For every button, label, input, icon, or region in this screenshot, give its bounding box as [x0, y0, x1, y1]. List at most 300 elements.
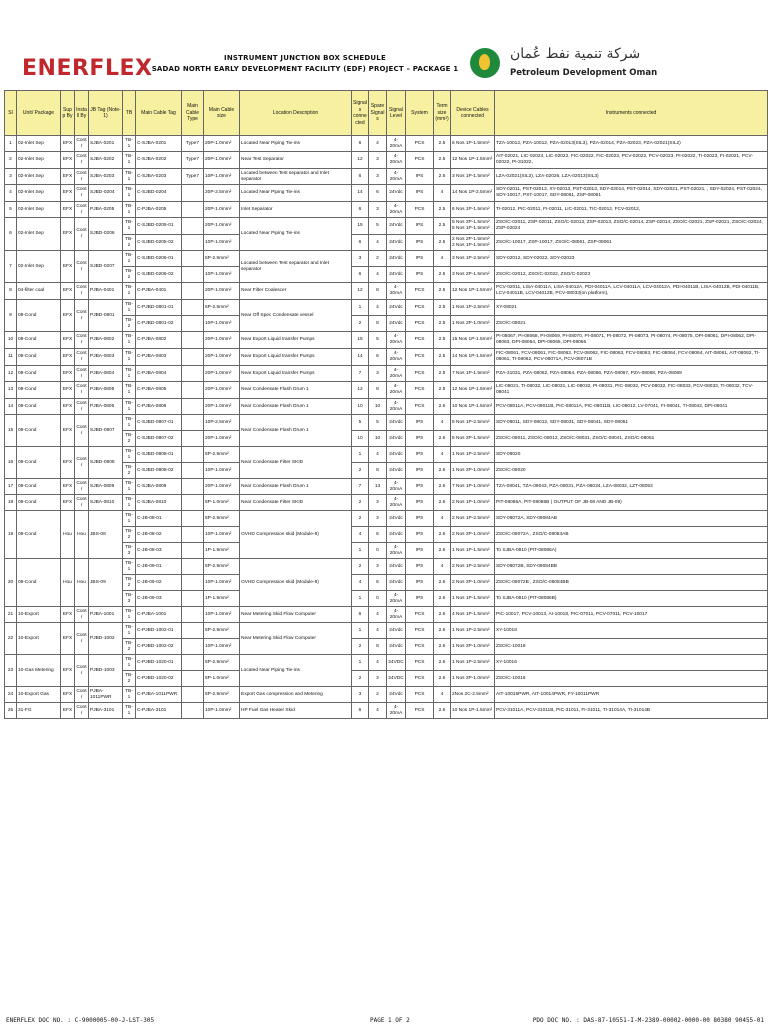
cell-sl: 17	[5, 479, 17, 495]
cell-tb: TB-3	[123, 591, 136, 607]
pdo-arabic-name: شركة تنمية نفط عُمان	[510, 46, 641, 62]
cell-instr: ZSO/C-10018	[495, 639, 768, 655]
cell-supp: EFX	[61, 607, 75, 623]
cell-sys: IPS	[406, 479, 434, 495]
cell-jb: JBS-08	[89, 511, 123, 559]
cell-spare: 6	[369, 185, 387, 202]
cell-tb: TB-1	[123, 687, 136, 703]
cell-level: 24Vdc	[387, 623, 406, 639]
cell-dev: 1 Nos 1P-2.5mm²	[451, 300, 495, 316]
cell-tb: TB-2	[123, 316, 136, 332]
cell-type	[182, 300, 204, 316]
cell-term: 2.5	[434, 300, 451, 316]
cell-term: 2.5	[434, 283, 451, 300]
cell-type	[182, 267, 204, 283]
cell-level: 24Vdc	[387, 267, 406, 283]
cell-sys: IPS	[406, 559, 434, 575]
cell-sys: IPS	[406, 591, 434, 607]
table-row	[5, 136, 768, 152]
column-header: TB	[123, 91, 136, 136]
cell-inst: Contr	[75, 447, 89, 479]
cell-spare: 3	[369, 169, 387, 185]
cell-sl: 11	[5, 349, 17, 366]
cell-dev: 12 Nos 1P-1.5mm²	[451, 283, 495, 300]
cell-size: 5P-2.5mm²	[204, 511, 240, 527]
cell-sys: PCS	[406, 607, 434, 623]
cell-tag: C-PJBA-0805	[136, 382, 182, 399]
table-row	[5, 152, 768, 169]
document-title: INSTRUMENT JUNCTION BOX SCHEDULE	[224, 54, 386, 62]
cell-instr: LZA-02021(SIL3), LZA-02026, LZA-02013(SIL3)	[495, 169, 768, 185]
cell-dev: 1 Nos 1P-2.5mm²	[451, 623, 495, 639]
cell-dev: 2 Nos 1P-2.5mm²	[451, 511, 495, 527]
cell-tag: C-SJBA-0203	[136, 169, 182, 185]
cell-dev: 6 Nos 1P-1.5mm²	[451, 202, 495, 218]
column-header: Unit/ Package	[17, 91, 61, 136]
cell-instr: AIT-02021, LIC-02024, LIC-02022, FIC-02022, FIC-02023, PCV-02022, PCV-02023, PI-02022, TI-02023, FI-02021, PCV-02022, PI-31022,	[495, 152, 768, 169]
cell-tb: TB-1	[123, 136, 136, 152]
cell-supp: EFX	[61, 283, 75, 300]
cell-inst: Contr	[75, 349, 89, 366]
document-header	[0, 0, 768, 90]
cell-dev: 3 Nos 1P-1.5mm²	[451, 169, 495, 185]
cell-spare: 6	[369, 527, 387, 543]
cell-term: 2.5	[434, 575, 451, 591]
cell-tb: TB-1	[123, 332, 136, 349]
cell-term: 2.5	[434, 349, 451, 366]
cell-term: 2.5	[434, 703, 451, 719]
cell-instr: ZSO/C-10016	[495, 671, 768, 687]
cell-instr: ZSO/C-08072B , ZSO/C-08084BB	[495, 575, 768, 591]
cell-supp: EFX	[61, 399, 75, 415]
cell-type	[182, 495, 204, 511]
cell-tb: TB-1	[123, 349, 136, 366]
cell-tb: TB-2	[123, 463, 136, 479]
cell-sig: 5	[352, 415, 369, 431]
cell-tag: C-PJBA-1011PWR	[136, 687, 182, 703]
cell-sl: 13	[5, 382, 17, 399]
document-title-block	[140, 53, 470, 75]
cell-spare: 6	[369, 575, 387, 591]
cell-instr: PI-08067, PI-08068, PI-08069, PI-08070, PI-08071, PI-08072, PI-08073, PI-08074, PI-08075, DPI-08061, DPI-08062, DPI-08063, DPI-08064, DPI-08065, DPI-08066	[495, 332, 768, 349]
cell-spare: 3	[369, 366, 387, 382]
cell-sys: IPS	[406, 267, 434, 283]
cell-sys: PCS	[406, 152, 434, 169]
cell-instr: ZSO/C-08021	[495, 316, 768, 332]
cell-sys: PCS	[406, 349, 434, 366]
cell-tag: C-PJBD-1020-01	[136, 655, 182, 671]
cell-inst: Contr	[75, 479, 89, 495]
cell-jb: SJBA-0201	[89, 136, 123, 152]
cell-jb: PJBA-0806	[89, 399, 123, 415]
cell-dev: 6 Nos 1P-1.5mm²	[451, 136, 495, 152]
cell-level: 24Vdc	[387, 559, 406, 575]
column-header: JB Tag (Note-1)	[89, 91, 123, 136]
cell-inst: Contr	[75, 382, 89, 399]
cell-level: 24Vdc	[387, 527, 406, 543]
cell-dev: 1 Nos 2P-1.0mm²	[451, 671, 495, 687]
cell-instr: LIC-08021, TI-08032, LIC-08031, LIC-08032, PI-08031, PIC-08032, PCV-08032, FIC-08033, PCV-08033, TI-08032, TCV-08041	[495, 382, 768, 399]
cell-size: 5P-2.5mm²	[204, 623, 240, 639]
cell-jb: JBS-09	[89, 559, 123, 607]
cell-dev: 12 Nos 1P-1.5mm²	[451, 152, 495, 169]
cell-type	[182, 655, 204, 671]
cell-type	[182, 591, 204, 607]
cell-sl: 12	[5, 366, 17, 382]
cell-sl: 6	[5, 218, 17, 251]
cell-tb: TB-3	[123, 543, 136, 559]
cell-spare: 4	[369, 235, 387, 251]
cell-jb: SJBA-0202	[89, 152, 123, 169]
cell-inst: Contr	[75, 300, 89, 332]
cell-tb: TB-2	[123, 671, 136, 687]
cell-inst: Contr	[75, 169, 89, 185]
cell-type	[182, 431, 204, 447]
cell-inst: Contr	[75, 687, 89, 703]
cell-loc: HP Fuel Gas Heater Skid	[240, 703, 352, 719]
cell-type	[182, 527, 204, 543]
cell-jb: PJBA-1001	[89, 607, 123, 623]
table-row	[5, 687, 768, 703]
cell-supp: EFX	[61, 366, 75, 382]
cell-tb: TB-1	[123, 169, 136, 185]
cell-size: 20P-1.0mm²	[204, 399, 240, 415]
cell-sys: IPS	[406, 543, 434, 559]
cell-type: Type7	[182, 169, 204, 185]
cell-sys: IPS	[406, 169, 434, 185]
cell-type	[182, 185, 204, 202]
cell-sl: 14	[5, 399, 17, 415]
table-row	[5, 366, 768, 382]
document-footer	[0, 1017, 768, 1027]
cell-dev: 1 Nos 2P-1.0mm²	[451, 316, 495, 332]
cell-sig: 2	[352, 559, 369, 575]
cell-level: 4-20mA	[387, 136, 406, 152]
cell-sl: 24	[5, 687, 17, 703]
cell-spare: 13	[369, 479, 387, 495]
cell-unit: 02-Inlet Sep	[17, 185, 61, 202]
table-row	[5, 283, 768, 300]
cell-loc: Located Near Piping Tie-ins	[240, 655, 352, 687]
cell-level: 4-20mA	[387, 591, 406, 607]
cell-type	[182, 671, 204, 687]
cell-tb: TB-1	[123, 218, 136, 235]
cell-sys: PCS	[406, 283, 434, 300]
cell-dev: 1 Nos 2P-1.0mm²	[451, 639, 495, 655]
cell-loc: Inlet Separator	[240, 202, 352, 218]
cell-instr: TZA-10012, PZA-10012, PZA-02013(SIL3), PZA-02014, PZA-02023, PZA-02021(SIL2)	[495, 136, 768, 152]
cell-tb: TB-1	[123, 366, 136, 382]
cell-inst: Contr	[75, 607, 89, 623]
cell-type	[182, 316, 204, 332]
cell-type: Type7	[182, 152, 204, 169]
cell-unit: 08-Cond	[17, 332, 61, 349]
cell-size: 5P-2.5mm²	[204, 251, 240, 267]
column-header: Main Cable Tag	[136, 91, 182, 136]
cell-instr: XY-10018	[495, 623, 768, 639]
cell-level: 24Vdc	[387, 639, 406, 655]
cell-unit: 08-Cond	[17, 511, 61, 559]
cell-unit: 08-Cond	[17, 382, 61, 399]
cell-sig: 14	[352, 185, 369, 202]
cell-size: 10P-1.0mm²	[204, 703, 240, 719]
cell-type	[182, 511, 204, 527]
cell-inst: Contr	[75, 399, 89, 415]
cell-dev: 12 Nos 1P-1.5mm²	[451, 382, 495, 399]
cell-spare: 5	[369, 332, 387, 349]
cell-spare: 4	[369, 623, 387, 639]
cell-jb: SJBD-0807	[89, 415, 123, 447]
cell-instr: SDY-08072B, SDY-08084BB	[495, 559, 768, 575]
cell-sl: 8	[5, 283, 17, 300]
cell-dev: 10 Nos 1P-1.5mm²	[451, 399, 495, 415]
table-row	[5, 703, 768, 719]
cell-sig: 4	[352, 575, 369, 591]
cell-dev: 7 Nos 1P-1.0mm²	[451, 479, 495, 495]
cell-type	[182, 607, 204, 623]
cell-level: 4-20mA	[387, 399, 406, 415]
cell-level: 4-20mA	[387, 349, 406, 366]
cell-dev: 2Nos 2C-2.5mm²	[451, 687, 495, 703]
table-row	[5, 185, 768, 202]
cell-dev: 1 Nos 2P-1.0mm²	[451, 463, 495, 479]
cell-spare: 4	[369, 300, 387, 316]
cell-spare: 8	[369, 316, 387, 332]
cell-sys: PCS	[406, 687, 434, 703]
cell-sys: PCS	[406, 136, 434, 152]
cell-sig: 6	[352, 267, 369, 283]
cell-supp: EFX	[61, 703, 75, 719]
column-header: Main Cable size	[204, 91, 240, 136]
cell-tag: C-PJBD-1002-02	[136, 639, 182, 655]
table-row	[5, 479, 768, 495]
cell-spare: 8	[369, 283, 387, 300]
junction-box-schedule-table	[4, 90, 768, 719]
cell-level: 4-20mA	[387, 169, 406, 185]
cell-loc: Located Near Piping Tie-ins	[240, 185, 352, 202]
cell-supp: EFX	[61, 169, 75, 185]
cell-spare: 4	[369, 655, 387, 671]
cell-loc: OVHD Compression skid (Module-8)	[240, 511, 352, 559]
cell-instr: ZSO/C-08011, ZSO/C-08012, ZSO/C-08031, ZSO/C-08041, ZSO/C-08051	[495, 431, 768, 447]
cell-instr: SDY-08072A, SDY-08084AB	[495, 511, 768, 527]
cell-loc: OVHD Compression skid (Module-8)	[240, 559, 352, 607]
cell-dev: 14 Nos 1P-2.5mm²	[451, 185, 495, 202]
cell-tag: C-SJBA-0810	[136, 495, 182, 511]
cell-term: 2.5	[434, 399, 451, 415]
cell-sig: 2	[352, 671, 369, 687]
cell-type	[182, 382, 204, 399]
cell-type	[182, 283, 204, 300]
cell-sig: 1	[352, 300, 369, 316]
cell-tag: C-SJBD-0808-01	[136, 447, 182, 463]
cell-inst: Contr	[75, 152, 89, 169]
cell-term: 2.5	[434, 591, 451, 607]
cell-sys: IPS	[406, 463, 434, 479]
cell-type	[182, 479, 204, 495]
cell-tag: C-PJBA-0401	[136, 283, 182, 300]
cell-tag: C-PJBA-0205	[136, 202, 182, 218]
cell-sig: 7	[352, 366, 369, 382]
cell-tb: TB-1	[123, 415, 136, 431]
cell-inst: Contr	[75, 202, 89, 218]
cell-tb: TB-1	[123, 300, 136, 316]
cell-tag: C-SJBD-0807-01	[136, 415, 182, 431]
cell-spare: 10	[369, 399, 387, 415]
cell-unit: 02-Inlet Sep	[17, 152, 61, 169]
cell-size: 10P-1.0mm²	[204, 169, 240, 185]
cell-level: 4-20mA	[387, 543, 406, 559]
cell-inst: Contr	[75, 218, 89, 251]
cell-unit: 31-FG	[17, 703, 61, 719]
cell-type	[182, 639, 204, 655]
cell-dev: 7 Nos 1P-1.5mm²	[451, 366, 495, 382]
cell-level: 24Vdc	[387, 316, 406, 332]
cell-instr: TZA-08041, TZA-08043, PZA-08031, PZA-08034, LZA-08032, LZT-08053	[495, 479, 768, 495]
cell-sl: 15	[5, 415, 17, 447]
cell-level: 24VDC	[387, 671, 406, 687]
cell-spare: 2	[369, 251, 387, 267]
cell-spare: 3	[369, 152, 387, 169]
cell-jb: PJBA-3101	[89, 703, 123, 719]
page-number: PAGE 1 OF 2	[370, 1017, 410, 1024]
cell-tag: C-PJBD-1002-01	[136, 623, 182, 639]
cell-level: 24Vdc	[387, 251, 406, 267]
cell-type	[182, 366, 204, 382]
cell-sys: PCS	[406, 316, 434, 332]
cell-instr: ZSO/C-02012, ZSO/C-02022, ZSO/C-02023	[495, 267, 768, 283]
cell-loc: Near Condensate Filter SKID	[240, 495, 352, 511]
cell-size: 5P-1.0mm²	[204, 671, 240, 687]
cell-sig: 6	[352, 202, 369, 218]
cell-unit: 10-Gas Metering	[17, 655, 61, 687]
cell-sys: PCS	[406, 366, 434, 382]
cell-sig: 1	[352, 591, 369, 607]
cell-supp: EFX	[61, 415, 75, 447]
cell-term: 2.5	[434, 607, 451, 623]
cell-tag: C-JB-09-01	[136, 559, 182, 575]
cell-size: 10P-1.0mm²	[204, 639, 240, 655]
cell-size: 20P-1.0mm²	[204, 431, 240, 447]
cell-tb: TB-2	[123, 575, 136, 591]
cell-jb: SJBD-0207	[89, 251, 123, 283]
cell-level: 4-20mA	[387, 382, 406, 399]
column-header: Term size (mm²)	[434, 91, 451, 136]
cell-tag: C-SJBA-0809	[136, 479, 182, 495]
cell-tag: C-JB-09-02	[136, 575, 182, 591]
cell-tag: C-PJBD-0801-01	[136, 300, 182, 316]
cell-tag: C-PJBA-0804	[136, 366, 182, 382]
cell-sys: IPS	[406, 575, 434, 591]
cell-supp: EFX	[61, 495, 75, 511]
cell-instr: FIC-08061, FCV-08061, FIC-08062, FCV-08062, FIC-08063, FCV-08063, FIC-08064, FCV-08064, AIT-08061, AIT-08062, TI-08061, TI-08062, PCV-08071A, PCV-08071B	[495, 349, 768, 366]
cell-jb: SJBD-0204	[89, 185, 123, 202]
cell-sl: 23	[5, 655, 17, 687]
cell-instr: AIT-10015PWR, AIT-10014PWR, FY-10011PWR	[495, 687, 768, 703]
cell-supp: Hou	[61, 511, 75, 559]
cell-type	[182, 399, 204, 415]
cell-tb: TB-1	[123, 185, 136, 202]
cell-size: 10P-2.5mm²	[204, 415, 240, 431]
cell-term: 4	[434, 415, 451, 431]
cell-loc: Near Test Separator	[240, 152, 352, 169]
cell-jb: PJBD-0801	[89, 300, 123, 332]
cell-dev: 2 Nos 2P-1.5mm² 2 Nos 1P-1.5mm²	[451, 235, 495, 251]
cell-tb: TB-1	[123, 511, 136, 527]
cell-level: 4-20mA	[387, 495, 406, 511]
cell-jb: PJBD-1002	[89, 623, 123, 655]
cell-sys: PCS	[406, 202, 434, 218]
cell-type: Type7	[182, 136, 204, 152]
cell-sys: IPS	[406, 527, 434, 543]
cell-sig: 15	[352, 332, 369, 349]
cell-term: 2.5	[434, 463, 451, 479]
column-header: Spare Signals	[369, 91, 387, 136]
cell-tb: TB-2	[123, 527, 136, 543]
cell-sl: 22	[5, 623, 17, 655]
cell-level: 24Vdc	[387, 415, 406, 431]
cell-size: 10P-1.0mm²	[204, 463, 240, 479]
cell-tb: TB-1	[123, 382, 136, 399]
cell-sys: PCS	[406, 639, 434, 655]
cell-type	[182, 202, 204, 218]
cell-sys: IPS	[406, 447, 434, 463]
pdo-logo	[470, 46, 750, 86]
cell-level: 4-20mA	[387, 479, 406, 495]
cell-jb: PJBA-0803	[89, 349, 123, 366]
column-header: Instruments connected	[495, 91, 768, 136]
cell-spare: 10	[369, 431, 387, 447]
cell-unit: 02-Inlet Sep	[17, 202, 61, 218]
table-row	[5, 623, 768, 639]
cell-instr: To SJBA-0810 (PIT-08086A)	[495, 543, 768, 559]
cell-instr: PZA-31031, PZA-08062, PZA-08064, PZA-08066, PZA-08067, PZA-08068, PZA-08069	[495, 366, 768, 382]
table-row	[5, 169, 768, 185]
cell-sl: 3	[5, 169, 17, 185]
table-row	[5, 447, 768, 463]
cell-size: 20P-1.0mm²	[204, 218, 240, 235]
cell-tb: TB-1	[123, 251, 136, 267]
cell-spare: 4	[369, 136, 387, 152]
cell-instr: SDY-02012, SDY-02022, SDY-02023	[495, 251, 768, 267]
table-row	[5, 495, 768, 511]
cell-inst: Contr	[75, 655, 89, 687]
cell-dev: 5 Nos 2P-1.5mm² 5 Nos 1P-1.5mm²	[451, 218, 495, 235]
cell-unit: 08-Cond	[17, 479, 61, 495]
cell-level: 24VDC	[387, 655, 406, 671]
cell-spare: 3	[369, 559, 387, 575]
cell-size: 10P-1.0mm²	[204, 575, 240, 591]
cell-sig: 2	[352, 511, 369, 527]
cell-sig: 2	[352, 495, 369, 511]
cell-size: 10P-1.0mm²	[204, 316, 240, 332]
cell-type	[182, 463, 204, 479]
project-title: SADAD NORTH EARLY DEVELOPMENT FACILITY (EDF) PROJECT – PACKAGE 1	[151, 65, 459, 73]
cell-term: 2.5	[434, 527, 451, 543]
cell-sig: 3	[352, 251, 369, 267]
cell-instr: To SJBA-0810 (PIT-08086B)	[495, 591, 768, 607]
cell-spare: 5	[369, 218, 387, 235]
cell-term: 2.5	[434, 655, 451, 671]
cell-sig: 2	[352, 639, 369, 655]
cell-sig: 10	[352, 431, 369, 447]
cell-term: 2.5	[434, 543, 451, 559]
cell-size: 10P-1.0mm²	[204, 607, 240, 623]
cell-spare: 4	[369, 447, 387, 463]
cell-dev: 1 Nos 1P-1.5mm²	[451, 591, 495, 607]
cell-unit: 02-Inlet Sep	[17, 251, 61, 283]
cell-level: 24Vdc	[387, 511, 406, 527]
